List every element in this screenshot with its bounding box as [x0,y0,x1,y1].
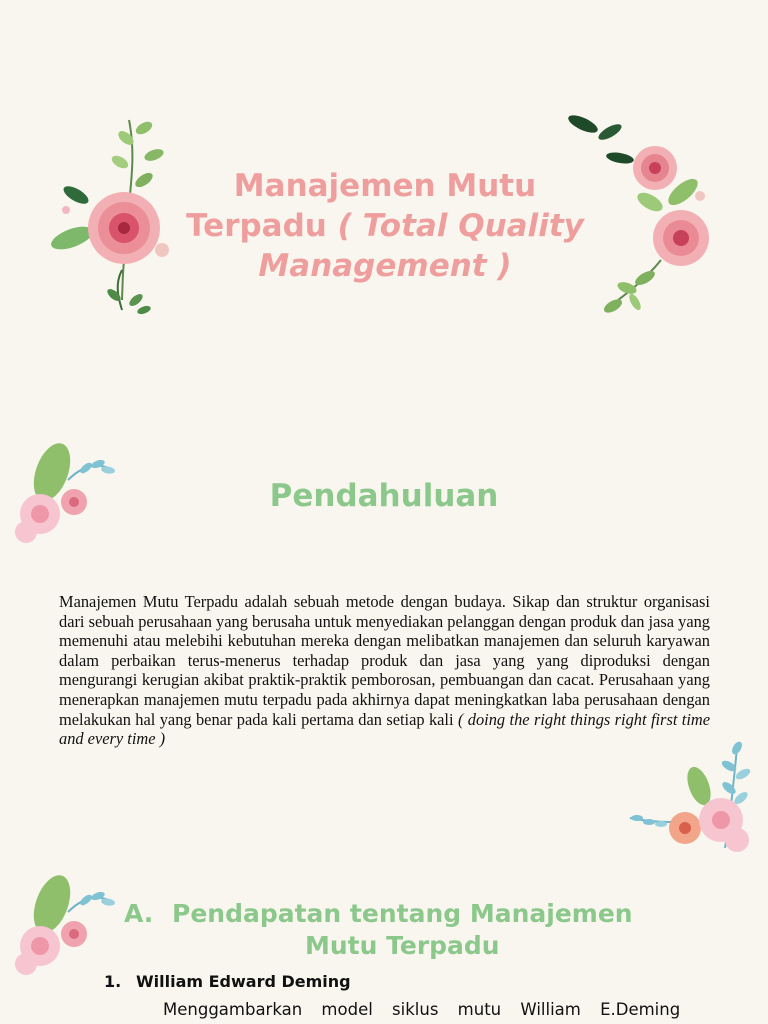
title-italic: ( Total Quality Management ) [258,208,584,284]
subsection-1-number: 1. [104,972,122,991]
section-a-number: A. [124,899,154,928]
flower-bouquet-right-icon [625,738,760,858]
flower-bouquet-bottom-left-icon [8,872,123,982]
section-heading-pendahuluan: Pendahuluan [269,478,499,514]
intro-italic-text: ( doing the right things right first time and every time ) [59,709,710,749]
intro-text: Manajemen Mutu Terpadu adalah sebuah metode dengan budaya. Sikap dan struktur organisasi dari sebuah perusahaan yang berusaha untuk menyediakan pelanggan dengan produk dan jasa yang memenuhi atau melebihi kebutuhan mereka dengan melibatkan manajemen dan seluruh karyawan dalam perbaikan terus-menerus terhadap produk dan jasa yang yang diproduksi dengan mengurangi kerugian akibat praktik-praktik pemborosan, pembuangan dan cacat. Perusahaan yang menerapkan manajemen mutu terpadu pada akhirnya dapat meningkatkan laba perusahaan dengan melakukan hal yang benar pada kali pertama dan setiap kali [59,592,710,729]
intro-paragraph [59,592,710,749]
subsection-1-name: William Edward Deming [136,972,351,991]
flower-wreath-left-icon [44,110,184,325]
section-a-line1: Pendapatan tentang Manajemen [172,899,633,928]
title-main: Manajemen Mutu Terpadu [186,168,537,244]
section-a-line2: Mutu Terpadu [305,931,500,960]
subsection-1-text: Menggambarkan model siklus mutu William E.Deming [163,1000,681,1019]
subsection-heading-1 [104,971,351,993]
page-title [170,166,600,286]
